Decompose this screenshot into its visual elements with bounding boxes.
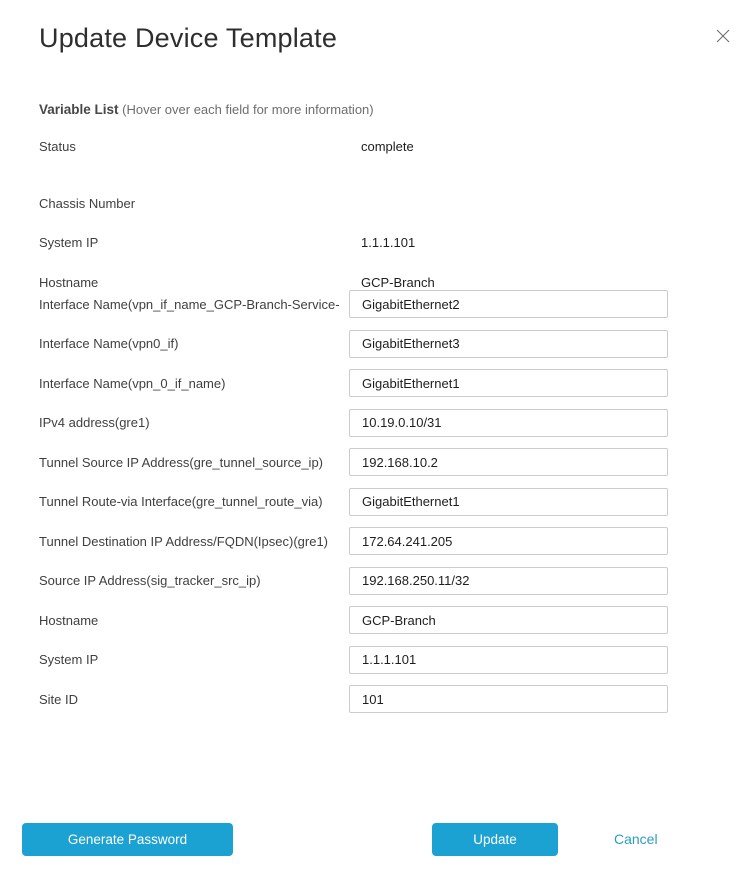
- field-row-system-ip: [39, 234, 668, 250]
- field-label: Interface Name(vpn_0_if_name): [39, 375, 226, 391]
- field-row-tunnel-source-ip: [39, 448, 668, 476]
- section-title: Variable List: [39, 102, 119, 117]
- field-label: Chassis Number: [39, 195, 136, 211]
- field-label: Interface Name(vpn_if_name_GCP-Branch-Service-: [39, 296, 340, 312]
- hostname-input[interactable]: [349, 606, 668, 634]
- generate-password-button[interactable]: Generate Password: [22, 823, 233, 856]
- field-label: Tunnel Destination IP Address/FQDN(Ipsec)(gre1): [39, 533, 329, 549]
- field-row-ipv4-address-gre1: [39, 409, 668, 437]
- tunnel-route-via-input[interactable]: [349, 488, 668, 516]
- field-label: Interface Name(vpn0_if): [39, 336, 179, 351]
- cancel-button[interactable]: Cancel: [614, 823, 658, 856]
- field-row-tunnel-route-via: [39, 488, 668, 516]
- field-label: Site ID: [39, 691, 79, 707]
- source-ip-tracker-input[interactable]: [349, 567, 668, 595]
- field-label: Source IP Address(sig_tracker_src_ip): [39, 573, 261, 588]
- update-device-template-modal: [0, 21, 752, 886]
- field-value: complete: [361, 138, 414, 154]
- field-label: Status: [39, 138, 76, 154]
- field-row-hostname: [39, 274, 668, 290]
- field-row-source-ip-tracker: [39, 567, 668, 595]
- field-label: Hostname: [39, 274, 99, 290]
- field-row-interface-name-service-vpn: [39, 290, 668, 318]
- section-hint-text: (Hover over each field for more information): [122, 102, 374, 117]
- variable-list-section: [0, 102, 752, 713]
- interface-name-vpn-0-if-name-input[interactable]: [349, 369, 668, 397]
- interface-name-service-vpn-input[interactable]: [349, 290, 668, 318]
- close-icon: [716, 29, 736, 43]
- tunnel-source-ip-input[interactable]: [349, 448, 668, 476]
- field-row-interface-name-vpn-0-if-name: [39, 369, 668, 397]
- field-value: 1.1.1.101: [361, 234, 416, 250]
- system-ip-input[interactable]: [349, 646, 668, 674]
- interface-name-vpn0-if-input[interactable]: [349, 330, 668, 358]
- field-label: Tunnel Source IP Address(gre_tunnel_source_ip): [39, 454, 324, 470]
- field-value: GCP-Branch: [361, 274, 435, 290]
- field-label: Hostname: [39, 612, 99, 628]
- close-button[interactable]: [716, 26, 736, 46]
- field-row-status: [39, 138, 668, 154]
- field-label: Tunnel Route-via Interface(gre_tunnel_route_via): [39, 494, 323, 509]
- field-row-chassis-number: [39, 195, 668, 211]
- modal-title: Update Device Template: [39, 23, 338, 53]
- ipv4-address-gre1-input[interactable]: [349, 409, 668, 437]
- field-label: System IP: [39, 652, 99, 667]
- update-button[interactable]: Update: [432, 823, 558, 856]
- modal-footer: [0, 823, 752, 856]
- site-id-input[interactable]: [349, 685, 668, 713]
- field-label: System IP: [39, 234, 99, 250]
- tunnel-destination-ip-input[interactable]: [349, 527, 668, 555]
- field-row-site-id: [39, 685, 668, 713]
- section-header: [39, 102, 668, 118]
- field-row-tunnel-destination-ip: [39, 527, 668, 555]
- field-label: IPv4 address(gre1): [39, 415, 150, 430]
- field-row-hostname-input: [39, 606, 668, 634]
- field-row-system-ip-input: [39, 646, 668, 674]
- field-row-interface-name-vpn0-if: [39, 330, 668, 358]
